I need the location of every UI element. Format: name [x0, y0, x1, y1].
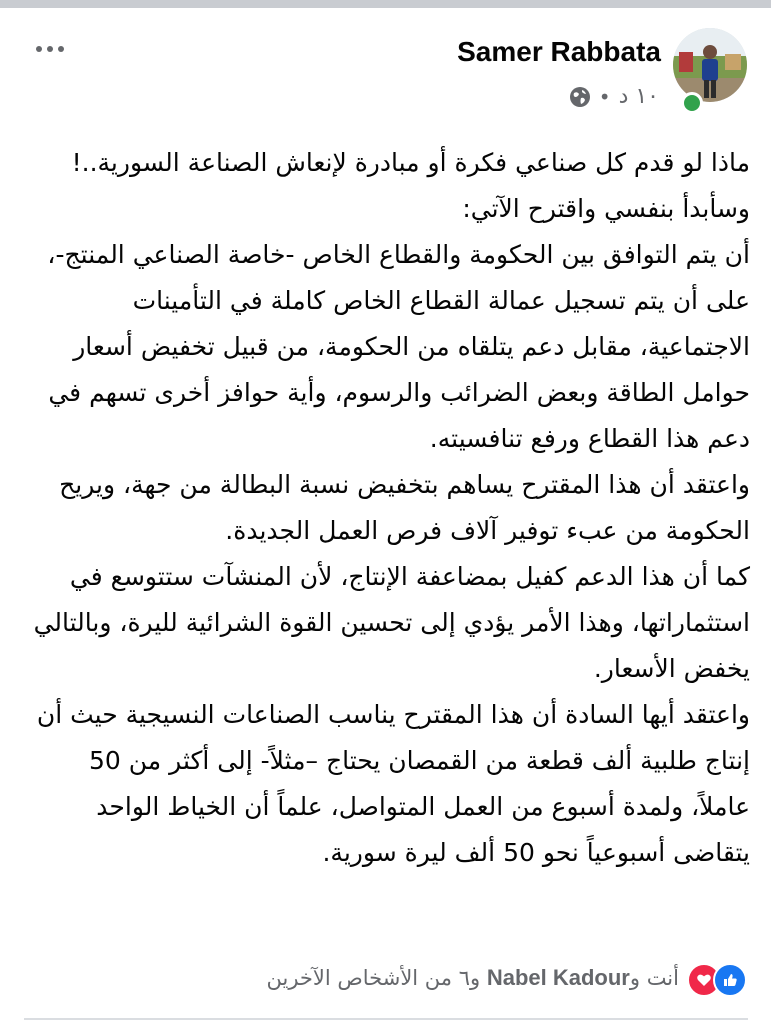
more-options-icon [36, 46, 42, 52]
post-header [0, 8, 771, 118]
online-status-dot [681, 92, 703, 114]
post-paragraph: ماذا لو قدم كل صناعي فكرة أو مبادرة لإنعاش الصناعة السورية..! [71, 148, 750, 177]
post-meta [569, 84, 659, 109]
reactions-summary [0, 955, 771, 1005]
post-paragraph: واعتقد أن هذا المقترح يساهم بتخفيض نسبة البطالة من جهة، ويريح الحكومة من عبء توفير آلاف فرص العمل الجديدة. [59, 470, 750, 545]
more-options-button[interactable] [28, 32, 72, 66]
like-icon [713, 963, 747, 997]
post-paragraph: أن يتم التوافق بين الحكومة والقطاع الخاص -خاصة الصناعي المنتج-، على أن يتم تسجيل عمالة القطاع الخاص كاملة في التأمينات الاجتماعية، مقابل دعم يتلقاه من الحكومة، من قبيل تخفيض أسعار حوامل الطاقة وبعض الضرائب والرسوم، وأية حوافز أخرى تسهم في دعم هذا القطاع ورفع تنافسيته. [47, 240, 750, 453]
reaction-count-text[interactable] [267, 965, 680, 991]
reactor-name[interactable]: Nabel Kadour [486, 965, 630, 990]
post-text [26, 140, 750, 876]
reaction-suffix: و٦ من الأشخاص الآخرين [266, 966, 487, 990]
meta-separator: • [598, 84, 611, 109]
reaction-icons[interactable] [687, 963, 747, 997]
post-paragraph: كما أن هذا الدعم كفيل بمضاعفة الإنتاج، لأن المنشآت ستتوسع في استثماراتها، وهذا الأمر يؤدي إلى تحسين القوة الشرائية لليرة، وبالتالي يخفض الأسعار. [33, 562, 750, 683]
post-timestamp[interactable]: ١٠ د [618, 84, 659, 109]
avatar-image [673, 28, 747, 102]
more-options-dot [58, 46, 64, 52]
avatar[interactable] [673, 28, 747, 102]
post-paragraph: وسأبدأ بنفسي واقترح الآتي: [462, 194, 750, 223]
top-divider [0, 0, 771, 8]
author-name[interactable]: Samer Rabbata [457, 36, 661, 67]
post-paragraph: واعتقد أيها السادة أن هذا المقترح يناسب الصناعات النسيجية حيث أن إنتاج طلبية ألف قطعة من القمصان يحتاج –مثلاً- إلى أكثر من 50 عاملاً، ولمدة أسبوع من العمل المتواصل، علماً أن الخياط الواحد يتقاضى أسبوعياً نحو 50 ألف ليرة سورية. [36, 700, 750, 867]
reaction-prefix: أنت و [629, 966, 679, 990]
globe-icon[interactable] [569, 86, 591, 108]
more-options-dot [47, 46, 53, 52]
bottom-divider [24, 1018, 748, 1020]
